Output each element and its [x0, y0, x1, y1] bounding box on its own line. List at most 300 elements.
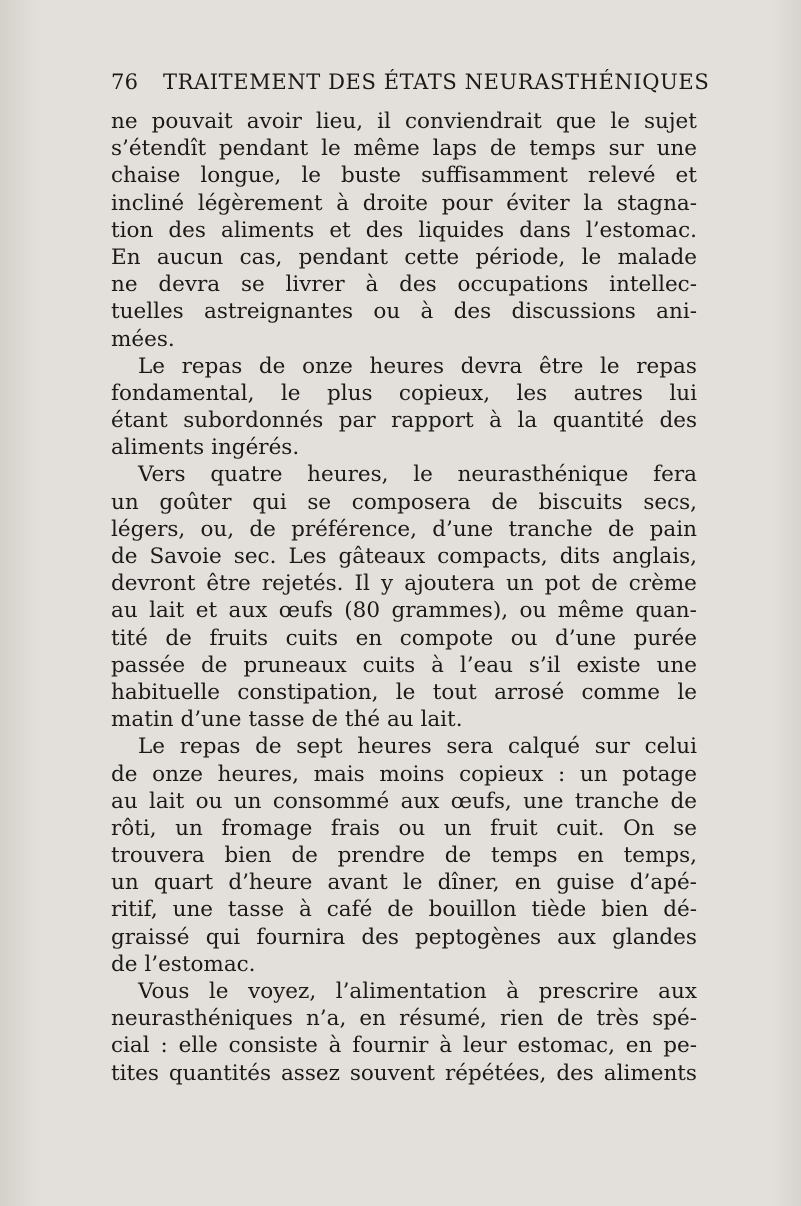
text-line: [111, 162, 697, 189]
word: fera: [653, 462, 697, 488]
word: aux: [228, 598, 268, 624]
word: les: [516, 380, 548, 406]
word: Il: [354, 571, 370, 597]
word: dé-: [663, 897, 697, 923]
word: heures,: [307, 462, 389, 488]
word: moins: [379, 761, 445, 787]
word: au: [111, 598, 138, 624]
word: des: [453, 299, 492, 325]
word: cette: [404, 244, 460, 270]
word: thé: [344, 707, 381, 733]
word: de: [491, 489, 518, 515]
text-line: [111, 217, 697, 244]
word: ou: [519, 598, 547, 624]
word: prendre: [337, 843, 425, 869]
word: de: [258, 353, 286, 379]
word: la: [517, 408, 538, 434]
text-line: [111, 706, 697, 733]
word: temps: [490, 843, 558, 869]
word: sur: [608, 136, 644, 162]
body-text: [111, 108, 697, 1087]
text-line: [111, 597, 697, 624]
word: livrer: [285, 272, 345, 298]
word: étant: [111, 408, 168, 434]
word: ingérés.: [211, 435, 300, 461]
running-title: TRAITEMENT DES ÉTATS NEURASTHÉNIQUES: [163, 70, 710, 94]
word: cas,: [239, 244, 283, 270]
word: à: [328, 1033, 342, 1059]
word: fruit: [490, 815, 538, 841]
word: biscuits: [538, 489, 623, 515]
word: en: [625, 1033, 653, 1059]
word: sec.: [233, 544, 277, 569]
word: relevé: [588, 163, 656, 189]
word: anglais,: [612, 544, 697, 569]
word: incliné: [111, 190, 185, 216]
word: consiste: [228, 1033, 318, 1059]
word: œufs: [278, 598, 333, 624]
word: un: [175, 815, 203, 841]
word: préférence,: [291, 516, 417, 542]
text-line: [111, 1005, 697, 1032]
word: aliments: [603, 1060, 697, 1086]
word: répétées,: [444, 1060, 547, 1086]
word: composera: [351, 489, 471, 515]
word: en: [577, 843, 604, 869]
word: fournira: [256, 924, 346, 950]
word: tranche: [508, 516, 593, 542]
word: fondamental,: [111, 380, 255, 406]
word: autres: [573, 380, 643, 406]
word: matin: [111, 707, 174, 733]
word: ou: [195, 788, 223, 814]
word: le: [413, 462, 433, 488]
word: copieux: [459, 761, 544, 787]
text-line: [111, 461, 697, 488]
word: de: [444, 843, 472, 869]
word: à: [431, 652, 444, 678]
word: le: [395, 679, 416, 705]
word: cial: [111, 1033, 150, 1059]
text-line: [111, 625, 697, 652]
word: de: [670, 788, 697, 814]
word: se: [307, 489, 332, 515]
text-line: [111, 842, 697, 869]
word: quatre: [210, 462, 283, 488]
word: repas: [179, 734, 241, 760]
word: de: [201, 652, 228, 678]
word: arrosé: [494, 679, 565, 705]
word: être: [206, 571, 251, 597]
word: compacts,: [437, 544, 548, 569]
word: bien: [601, 897, 649, 923]
word: café: [326, 897, 373, 923]
word: des: [556, 1060, 594, 1086]
word: tuelles: [111, 299, 184, 325]
word: cuits: [285, 625, 339, 651]
word: se: [240, 272, 265, 298]
word: rôti,: [111, 815, 157, 841]
text-line: [111, 298, 697, 325]
word: lui: [669, 380, 697, 406]
word: le: [280, 380, 301, 406]
text-line: [111, 244, 697, 271]
word: conviendrait: [405, 109, 542, 134]
word: habituelle: [111, 679, 220, 705]
word: à: [336, 190, 350, 216]
word: que: [555, 109, 597, 134]
text-line: [111, 543, 697, 570]
word: consommé: [272, 788, 390, 814]
word: cuits: [362, 652, 416, 678]
word: d’une: [180, 707, 242, 733]
word: ou: [398, 815, 426, 841]
text-line: [111, 733, 697, 760]
word: de: [111, 761, 138, 787]
word: être: [539, 353, 584, 379]
word: potage: [622, 761, 697, 787]
word: ou,: [200, 516, 235, 542]
text-line: [111, 978, 697, 1005]
word: pendant: [218, 136, 309, 162]
word: repas: [181, 353, 243, 379]
word: guise: [556, 870, 615, 896]
word: subordonnés: [183, 408, 324, 434]
word: ani-: [656, 299, 697, 325]
word: Les: [288, 544, 327, 569]
word: ne: [111, 272, 138, 298]
word: purée: [633, 625, 697, 651]
word: secs,: [643, 489, 697, 515]
word: aux: [557, 924, 596, 950]
word: stagna-: [616, 190, 697, 216]
word: longue,: [200, 163, 282, 189]
word: temps: [529, 136, 596, 162]
word: il: [377, 109, 391, 134]
word: à: [420, 299, 434, 325]
word: et: [675, 163, 697, 189]
word: en: [359, 1006, 386, 1032]
word: tout: [432, 679, 477, 705]
word: quan-: [635, 598, 697, 624]
word: une: [656, 136, 697, 162]
word: neurasthénique: [457, 462, 629, 488]
word: En: [111, 244, 141, 270]
word: de: [607, 516, 635, 542]
word: devront: [111, 571, 196, 597]
word: le: [208, 979, 229, 1004]
word: glandes: [612, 924, 697, 950]
page-number: 76: [111, 70, 139, 94]
word: à: [439, 1033, 453, 1059]
word: à: [489, 408, 502, 434]
word: à: [365, 272, 379, 298]
word: lait: [149, 598, 185, 624]
word: laps: [432, 136, 478, 162]
word: des: [659, 408, 697, 434]
word: peptogènes: [415, 924, 541, 950]
word: fromage: [221, 815, 313, 841]
word: liquides: [418, 217, 505, 243]
word: Le: [138, 734, 166, 760]
word: plus: [326, 380, 373, 406]
word: légèrement: [197, 190, 323, 216]
text-line: [111, 869, 697, 896]
word: buste: [340, 163, 401, 189]
word: l’estomac.: [144, 951, 256, 977]
word: constipation,: [237, 679, 379, 705]
word: pain: [649, 516, 697, 542]
word: à: [506, 979, 520, 1004]
word: au: [111, 788, 138, 814]
word: temps,: [623, 843, 697, 869]
word: passée: [111, 652, 186, 678]
word: elle: [178, 1033, 218, 1059]
word: tiède: [531, 897, 587, 923]
word: le: [402, 870, 423, 896]
word: dîner,: [437, 870, 500, 896]
word: des: [399, 272, 437, 298]
word: sujet: [644, 109, 697, 134]
word: ajoutera: [404, 571, 495, 597]
word: aux: [658, 979, 697, 1004]
word: s’il: [528, 652, 561, 678]
word: le: [581, 244, 602, 270]
page-header: [111, 64, 710, 98]
word: avoir: [246, 109, 302, 134]
word: bien: [224, 843, 272, 869]
word: voyez,: [248, 979, 317, 1004]
word: période,: [475, 244, 566, 270]
word: heures: [357, 734, 432, 760]
text-line: [111, 489, 697, 516]
word: un: [111, 870, 139, 896]
text-line: [111, 434, 697, 461]
word: une: [656, 652, 697, 678]
word: mais: [313, 761, 365, 787]
word: :: [160, 1033, 168, 1059]
word: tasse: [248, 707, 305, 733]
word: prescrire: [538, 979, 639, 1004]
word: y: [380, 571, 394, 597]
word: se: [673, 815, 697, 841]
word: frais: [330, 815, 380, 841]
word: intellec-: [609, 272, 697, 298]
text-line: [111, 1060, 697, 1087]
word: Vers: [138, 462, 186, 488]
word: le: [321, 136, 341, 162]
word: chaise: [111, 163, 181, 189]
word: devra: [158, 272, 221, 298]
word: qui: [252, 489, 287, 515]
word: et: [195, 598, 218, 624]
word: à: [299, 897, 312, 923]
word: celui: [644, 734, 697, 760]
word: de: [111, 544, 138, 569]
word: une: [172, 897, 214, 923]
word: dits: [559, 544, 601, 569]
word: l’alimentation: [335, 979, 487, 1004]
text-line: [111, 108, 697, 135]
text-line: [111, 326, 697, 353]
word: aliments: [111, 435, 205, 461]
word: de: [387, 897, 414, 923]
word: rien: [499, 1006, 544, 1032]
word: trouvera: [111, 843, 205, 869]
word: pot: [544, 571, 581, 597]
word: discussions: [511, 299, 636, 325]
word: de: [591, 571, 618, 597]
word: de: [489, 136, 517, 162]
word: suffisamment: [421, 163, 568, 189]
text-line: [111, 190, 697, 217]
word: tité: [111, 625, 148, 651]
word: crème: [628, 571, 697, 597]
word: existe: [576, 652, 641, 678]
word: fournir: [352, 1033, 429, 1059]
word: quart: [153, 870, 214, 896]
word: lait: [149, 788, 185, 814]
text-line: [111, 951, 697, 978]
word: quantité: [552, 408, 644, 434]
word: sept: [296, 734, 343, 760]
word: souvent: [349, 1060, 436, 1086]
word: d’une: [555, 625, 617, 651]
word: goûter: [159, 489, 232, 515]
word: aliments: [221, 217, 315, 243]
word: tites: [111, 1060, 159, 1086]
text-line: [111, 516, 697, 543]
word: comme: [581, 679, 660, 705]
word: devra: [460, 353, 523, 379]
word: des: [365, 217, 404, 243]
word: un: [111, 489, 139, 515]
word: tasse: [227, 897, 285, 923]
word: neurasthéniques: [111, 1006, 293, 1032]
word: (80: [344, 598, 381, 624]
word: le: [600, 353, 620, 379]
word: s’étendît: [111, 136, 207, 162]
word: œufs,: [450, 788, 512, 814]
word: compote: [399, 625, 494, 651]
word: grammes),: [391, 598, 509, 624]
word: assez: [280, 1060, 340, 1086]
word: estomac,: [517, 1033, 615, 1059]
word: et: [329, 217, 351, 243]
word: de: [165, 625, 192, 651]
word: même: [557, 598, 624, 624]
word: qui: [205, 924, 241, 950]
word: repas: [636, 353, 697, 379]
word: ou: [510, 625, 538, 651]
word: légers,: [111, 516, 186, 542]
word: la: [583, 190, 604, 216]
word: cuit.: [556, 815, 605, 841]
word: quantités: [168, 1060, 272, 1086]
word: pendant: [298, 244, 389, 270]
word: Savoie: [149, 544, 222, 569]
text-line: [111, 652, 697, 679]
word: onze: [152, 761, 203, 787]
word: une: [523, 788, 564, 814]
word: dans: [519, 217, 571, 243]
word: aux: [400, 788, 440, 814]
word: heures: [369, 353, 444, 379]
word: ne: [111, 109, 138, 134]
word: aucun: [156, 244, 224, 270]
word: pouvait: [151, 109, 233, 134]
word: un: [233, 788, 262, 814]
word: des: [168, 217, 206, 243]
word: au: [386, 707, 414, 733]
word: gâteaux: [338, 544, 426, 569]
word: pour: [441, 190, 493, 216]
word: pe-: [663, 1033, 697, 1059]
word: sur: [594, 734, 630, 760]
word: éviter: [506, 190, 570, 216]
word: d’une: [432, 516, 494, 542]
text-line: [111, 679, 697, 706]
word: des: [361, 924, 399, 950]
word: de: [111, 951, 138, 977]
text-line: [111, 896, 697, 923]
word: sera: [446, 734, 494, 760]
word: fruits: [209, 625, 269, 651]
word: Vous: [138, 979, 190, 1004]
word: ou: [373, 299, 401, 325]
word: de: [249, 516, 276, 542]
word: leur: [462, 1033, 507, 1059]
word: l’estomac.: [585, 217, 697, 243]
word: :: [558, 761, 566, 787]
word: de: [291, 843, 318, 869]
word: l’eau: [459, 652, 513, 678]
text-line: [111, 815, 697, 842]
word: onze: [302, 353, 353, 379]
word: un: [579, 761, 608, 787]
word: un: [506, 571, 534, 597]
word: d’apé-: [629, 870, 697, 896]
word: en: [355, 625, 383, 651]
word: occupations: [457, 272, 589, 298]
word: rapport: [391, 408, 474, 434]
word: avant: [327, 870, 388, 896]
word: un: [443, 815, 472, 841]
word: de: [255, 734, 282, 760]
word: ritif,: [111, 897, 158, 923]
word: pruneaux: [243, 652, 347, 678]
text-line: [111, 570, 697, 597]
text-line: [111, 788, 697, 815]
word: tranche: [574, 788, 660, 814]
text-line: [111, 1032, 697, 1059]
word: mées.: [111, 326, 175, 352]
word: On: [623, 815, 655, 841]
word: de: [311, 707, 338, 733]
word: même: [353, 136, 420, 162]
text-line: [111, 761, 697, 788]
word: malade: [617, 244, 697, 270]
word: par: [338, 408, 376, 434]
word: astreignantes: [204, 299, 354, 325]
word: copieux,: [398, 380, 491, 406]
word: droite: [362, 190, 428, 216]
word: le: [301, 163, 321, 189]
word: d’heure: [228, 870, 313, 896]
word: le: [610, 109, 630, 134]
word: de: [556, 1006, 584, 1032]
word: bouillon: [428, 897, 517, 923]
